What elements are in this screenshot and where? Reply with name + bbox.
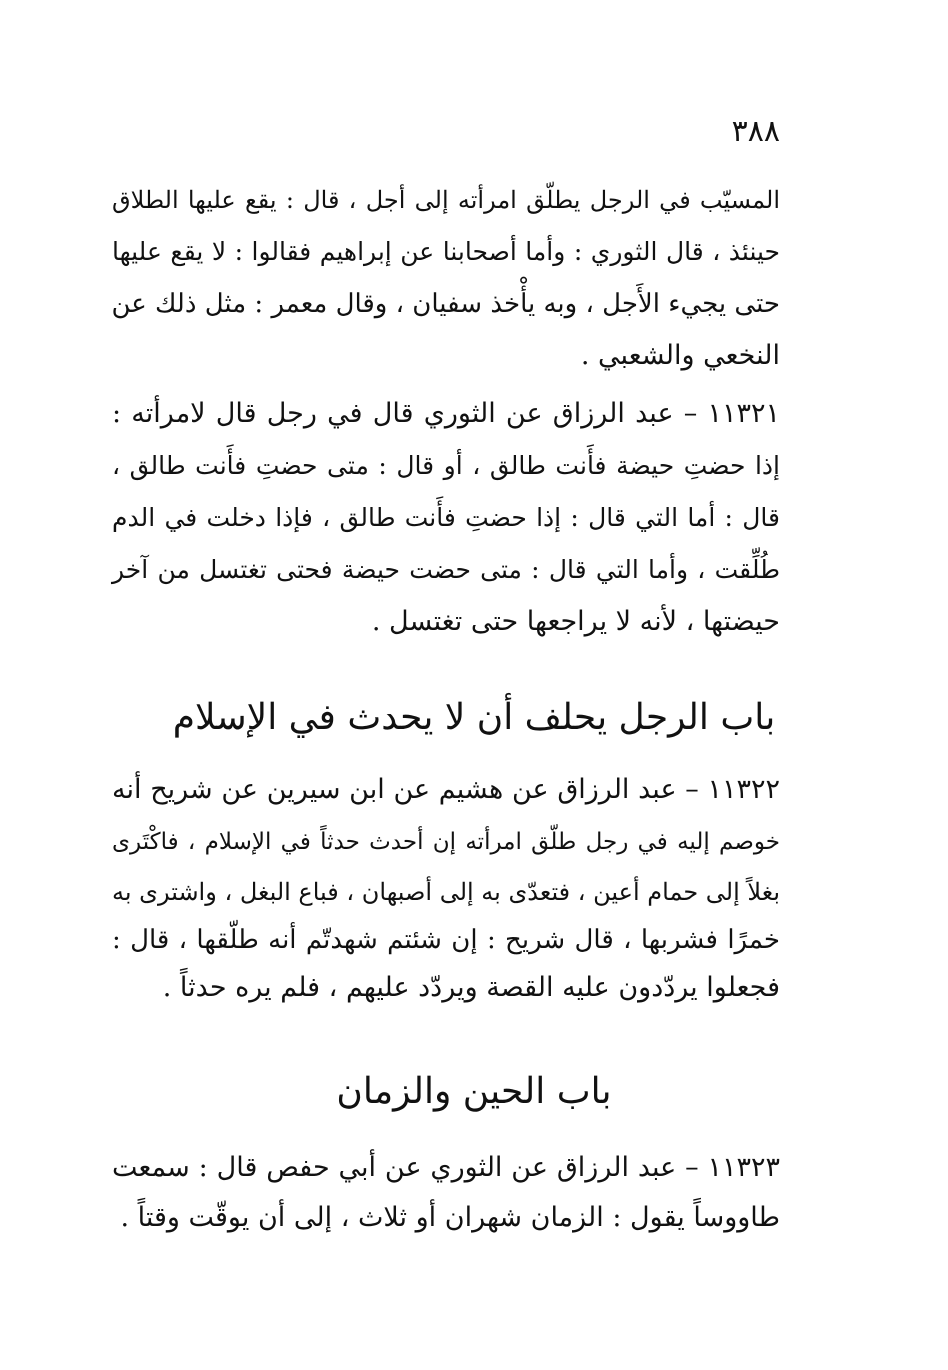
hadith-11322-line: بغلاً إلى حمام أعين ، فتعدّى به إلى أصبهان ، فباع البغل ، واشترى به — [112, 878, 780, 906]
chapter-heading: باب الرجل يحلف أن لا يحدث في الإسلام — [172, 697, 776, 738]
hadith-11321-line: إذا حضتِ حيضة فأَنت طالق ، أو قال : متى حضتِ فأَنت طالق ، — [112, 451, 780, 480]
hadith-11322-line: خوصم إليه في رجل طلّق امرأته إن أحدث حدثاً في الإسلام ، فاكْتَرى — [112, 829, 780, 855]
hadith-11322-line: ١١٣٢٢ – عبد الرزاق عن هشيم عن ابن سيرين عن شريح أنه — [112, 774, 780, 805]
hadith-11321-line: حيضتها ، لأنه لا يراجعها حتى تغتسل . — [371, 606, 780, 637]
paragraph-line: حينئذ ، قال الثوري : وأما أصحابنا عن إبراهيم فقالوا : لا يقع عليها — [112, 237, 780, 266]
paragraph-line: حتى يجيء الأَجل ، وبه يأْخذ سفيان ، وقال معمر : مثل ذلك عن — [111, 289, 780, 319]
hadith-11322-line: خمرًا فشربها ، قال شريح : إن شئتم شهدتّم أنه طلّقها ، قال : — [112, 925, 780, 955]
hadith-11321-line: قال : أما التي قال : إذا حضتِ فأَنت طالق ، فإذا دخلت في الدم — [112, 503, 780, 532]
hadith-11322-line: فجعلوا يردّدون عليه القصة ويردّد عليهم ، فلم يره حدثاً . — [162, 972, 780, 1003]
page-number: ٣٨٨ — [731, 114, 780, 149]
paragraph-line: النخعي والشعبي . — [580, 340, 780, 371]
hadith-11321-line: طُلِّقت ، وأما التي قال : متى حضت حيضة فحتى تغتسل من آخر — [112, 555, 780, 584]
hadith-11323-line: طاووساً يقول : الزمان شهران أو ثلاث ، إلى أن يوقّت وقتاً . — [120, 1202, 780, 1233]
hadith-11321-line: ١١٣٢١ – عبد الرزاق عن الثوري قال في رجل قال لامرأته : — [112, 398, 780, 429]
paragraph-line: المسيّب في الرجل يطلّق امرأته إلى أجل ، قال : يقع عليها الطلاق — [112, 186, 780, 214]
chapter-heading: باب الحين والزمان — [336, 1071, 612, 1112]
hadith-11323-line: ١١٣٢٣ – عبد الرزاق عن الثوري عن أبي حفص قال : سمعت — [112, 1152, 780, 1183]
